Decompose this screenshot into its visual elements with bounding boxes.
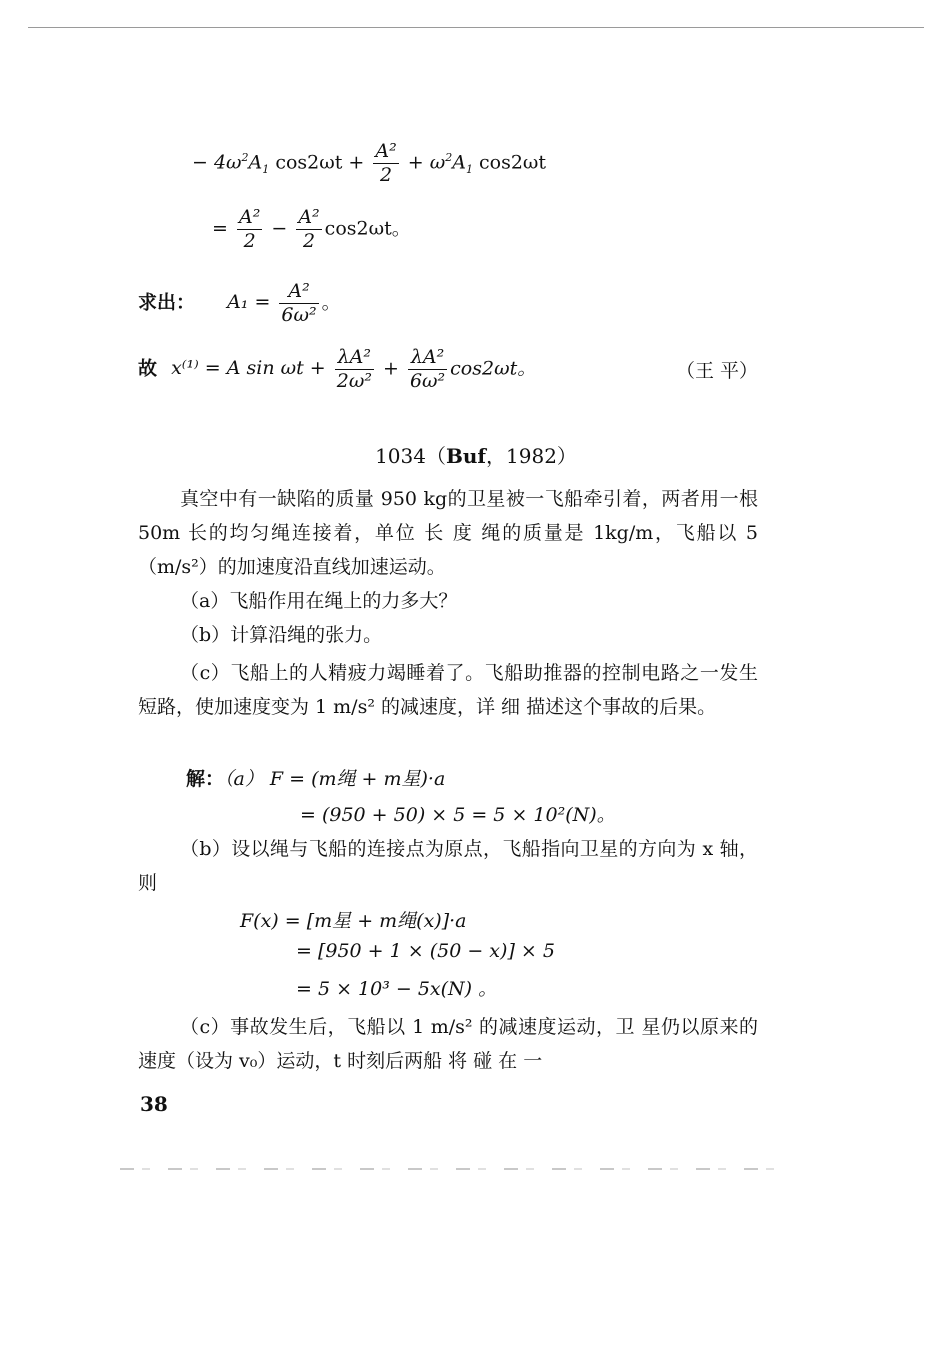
solve-lhs: A₁ = xyxy=(227,291,271,314)
eq1-frac-den: 2 xyxy=(380,163,393,186)
result-author: （王 平） xyxy=(675,360,758,382)
solution-b-eq1: F(x) = [m星 + m绳(x)]·a xyxy=(240,910,467,932)
equation-line-1: − $4\omega^2A_1$ cos2ωt + $\frac{\text{A²}}{2}$ + $\omega^2A_1$ cos2ωt xyxy=(192,140,547,186)
eq2-equals: = xyxy=(212,217,228,240)
solution-c-text: （c）事故发生后，飞船以 1 m/s² 的减速度运动，卫 星仍以原来的速度（设为 v₀）运动，t 时刻后两船 将 碰 在 一 xyxy=(138,1016,758,1072)
result-frac1-den: 2ω² xyxy=(336,369,372,392)
question-c: （c）飞船上的人精疲力竭睡着了。飞船助推器的控制电路之一发生短路，使加速度变为 1 m/s² 的减速度，详 细 描述这个事故的后果。 xyxy=(138,662,758,718)
result-tail: cos2ωt。 xyxy=(450,357,537,380)
equation-line-2 xyxy=(212,206,411,253)
page-number: 38 xyxy=(140,1092,168,1116)
eq2-frac1-num: A² xyxy=(238,206,261,228)
result-lhs: x⁽¹⁾ = A sin ωt + xyxy=(171,357,326,380)
result-line xyxy=(138,346,758,393)
problem-paragraph: 真空中有一缺陷的质量 950 kg的卫星被一飞船牵引着，两者用一根 50m 长的均匀绳连接着，单位 长 度 绳的质量是 1kg/m，飞船以 5（m/s²）的加速度沿直线加速运动。 xyxy=(138,488,758,578)
result-frac2-num: λA² xyxy=(408,346,447,370)
top-rule xyxy=(28,27,924,28)
solve-label: 求出： xyxy=(138,291,196,314)
solution-a-line2: = (950 + 50) × 5 = 5 × 10²(N)。 xyxy=(300,804,616,826)
problem-number: 1034 xyxy=(375,444,426,468)
eq2-fraction-1 xyxy=(237,206,262,253)
problem-source-bold: Buf xyxy=(445,444,487,468)
result-frac2-den: 6ω² xyxy=(409,369,446,392)
solve-line xyxy=(138,280,341,327)
eq1-term-c: cos2ωt + xyxy=(275,151,365,174)
solution-a-eq1: （a） F = (m绳 + m星)·a xyxy=(224,768,446,790)
result-frac1-num: λA² xyxy=(335,346,374,370)
eq2-frac1-den: 2 xyxy=(243,229,256,252)
eq1-term-d: + ω xyxy=(407,151,446,174)
solution-b-eq2: = [950 + 1 × (50 − x)] × 5 xyxy=(296,940,555,962)
eq1-term-e: A xyxy=(452,151,466,174)
question-b: （b）计算沿绳的张力。 xyxy=(180,624,383,646)
problem-title xyxy=(0,440,952,469)
problem-source-rest: ，1982） xyxy=(486,444,577,468)
solution-a-line1 xyxy=(186,764,445,791)
eq1-frac-num: A² xyxy=(375,140,397,162)
result-fraction-1 xyxy=(335,346,374,393)
solve-end: 。 xyxy=(321,291,341,314)
eq2-tail: cos2ωt。 xyxy=(324,217,411,240)
eq1-term-a: − 4ω xyxy=(192,151,242,174)
solution-b-eq3: = 5 × 10³ − 5x(N) 。 xyxy=(296,978,498,1000)
eq1-fraction xyxy=(373,140,398,187)
scan-noise xyxy=(120,1168,780,1170)
eq2-frac2-den: 2 xyxy=(302,229,316,252)
eq1-term-b: A xyxy=(248,151,263,174)
question-a: （a）飞船作用在绳上的力多大？ xyxy=(180,590,458,612)
problem-source-open: （ xyxy=(425,444,446,468)
result-plus: + xyxy=(382,357,399,380)
eq1-term-f: cos2ωt xyxy=(479,151,547,174)
solve-frac-den: 6ω² xyxy=(281,303,317,326)
solution-label: 解： xyxy=(186,768,225,790)
result-fraction-2 xyxy=(408,346,447,393)
eq2-frac2-num: A² xyxy=(298,206,320,228)
solve-frac-num: A² xyxy=(279,280,318,304)
solution-b-text: （b）设以绳与飞船的连接点为原点，飞船指向卫星的方向为 x 轴，则 xyxy=(138,838,758,894)
eq2-fraction-2 xyxy=(296,206,321,253)
eq2-minus: − xyxy=(271,217,288,240)
result-label: 故 xyxy=(138,357,158,380)
solve-fraction xyxy=(279,280,318,327)
